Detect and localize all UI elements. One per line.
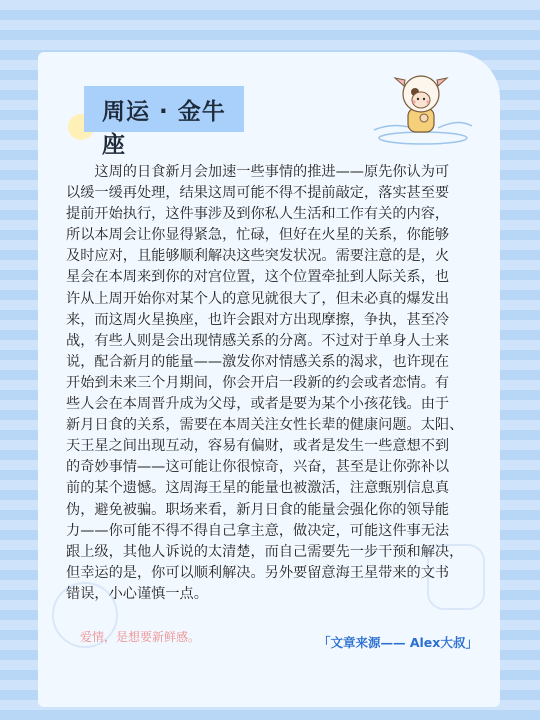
body-line: 天王星之间出现互动，容易有偏财，或者是发生一些意想不到	[66, 438, 450, 455]
body-line: 这周的日食新月会加速一些事情的推进——原先你认为可	[66, 164, 450, 180]
body-line: 星会在本周来到你的对宫位置，这个位置牵扯到人际关系，也	[66, 269, 450, 286]
body-line: 新月日食的关系，需要在本周关注女性长辈的健康问题。太阳、	[66, 417, 464, 434]
body-line: 战，有些人则是会出现情感关系的分离。不过对于单身人士来	[66, 332, 450, 349]
body-line: 些人会在本周晋升成为父母，或者是要为某个小孩花钱。由于	[66, 396, 450, 413]
body-line: 但幸运的是，你可以顺利解决。另外要留意海王星带来的文书	[66, 564, 450, 581]
body-line: 力——你可能不得不得自己拿主意，做决定，可能这件事无法	[66, 522, 450, 539]
title-box	[84, 86, 244, 158]
body-line: 许从上周开始你对某个人的意见就很大了，但未必真的爆发出	[66, 290, 450, 307]
body-line: 及时应对，且能够顺利解决这些突发状况。需要注意的是，火	[66, 248, 450, 265]
article-body	[66, 162, 476, 605]
body-line: 前的某个遗憾。这周海王星的能量也被激活，注意甄别信息真	[66, 480, 450, 497]
body-line: 的奇妙事情——这可能让你很惊奇，兴奋，甚至是让你弥补以	[66, 459, 450, 476]
body-line: 跟上级，其他人诉说的太清楚，而自己需要先一步干预和解决，	[66, 543, 464, 560]
article-source: 「文章来源—— Alex大叔」	[318, 635, 478, 650]
body-line: 伪，避免被骗。职场来看，新月日食的能量会强化你的领导能	[66, 501, 450, 518]
page-title: 周运 · 金牛座	[102, 99, 226, 158]
body-line: 所以本周会让你显得紧急，忙碌，但好在火星的关系，你能够	[66, 227, 450, 244]
body-line: 以缓一缓再处理，结果这周可能不得不提前敲定，落实甚至要	[66, 185, 450, 202]
body-line: 错误，小心谨慎一点。	[66, 585, 208, 602]
body-line: 来，而这周火星换座，也许会跟对方出现摩擦，争执，甚至冷	[66, 311, 450, 328]
love-note: 爱情，是想要新鲜感。	[80, 630, 201, 644]
body-line: 提前开始执行，这件事涉及到你私人生活和工作有关的内容，	[66, 206, 450, 223]
body-line: 说，配合新月的能量——激发你对情感关系的渴求，也许现在	[66, 353, 450, 370]
taurus-mascot-icon	[368, 58, 478, 146]
body-line: 开始到未来三个月期间，你会开启一段新的约会或者恋情。有	[66, 374, 450, 391]
